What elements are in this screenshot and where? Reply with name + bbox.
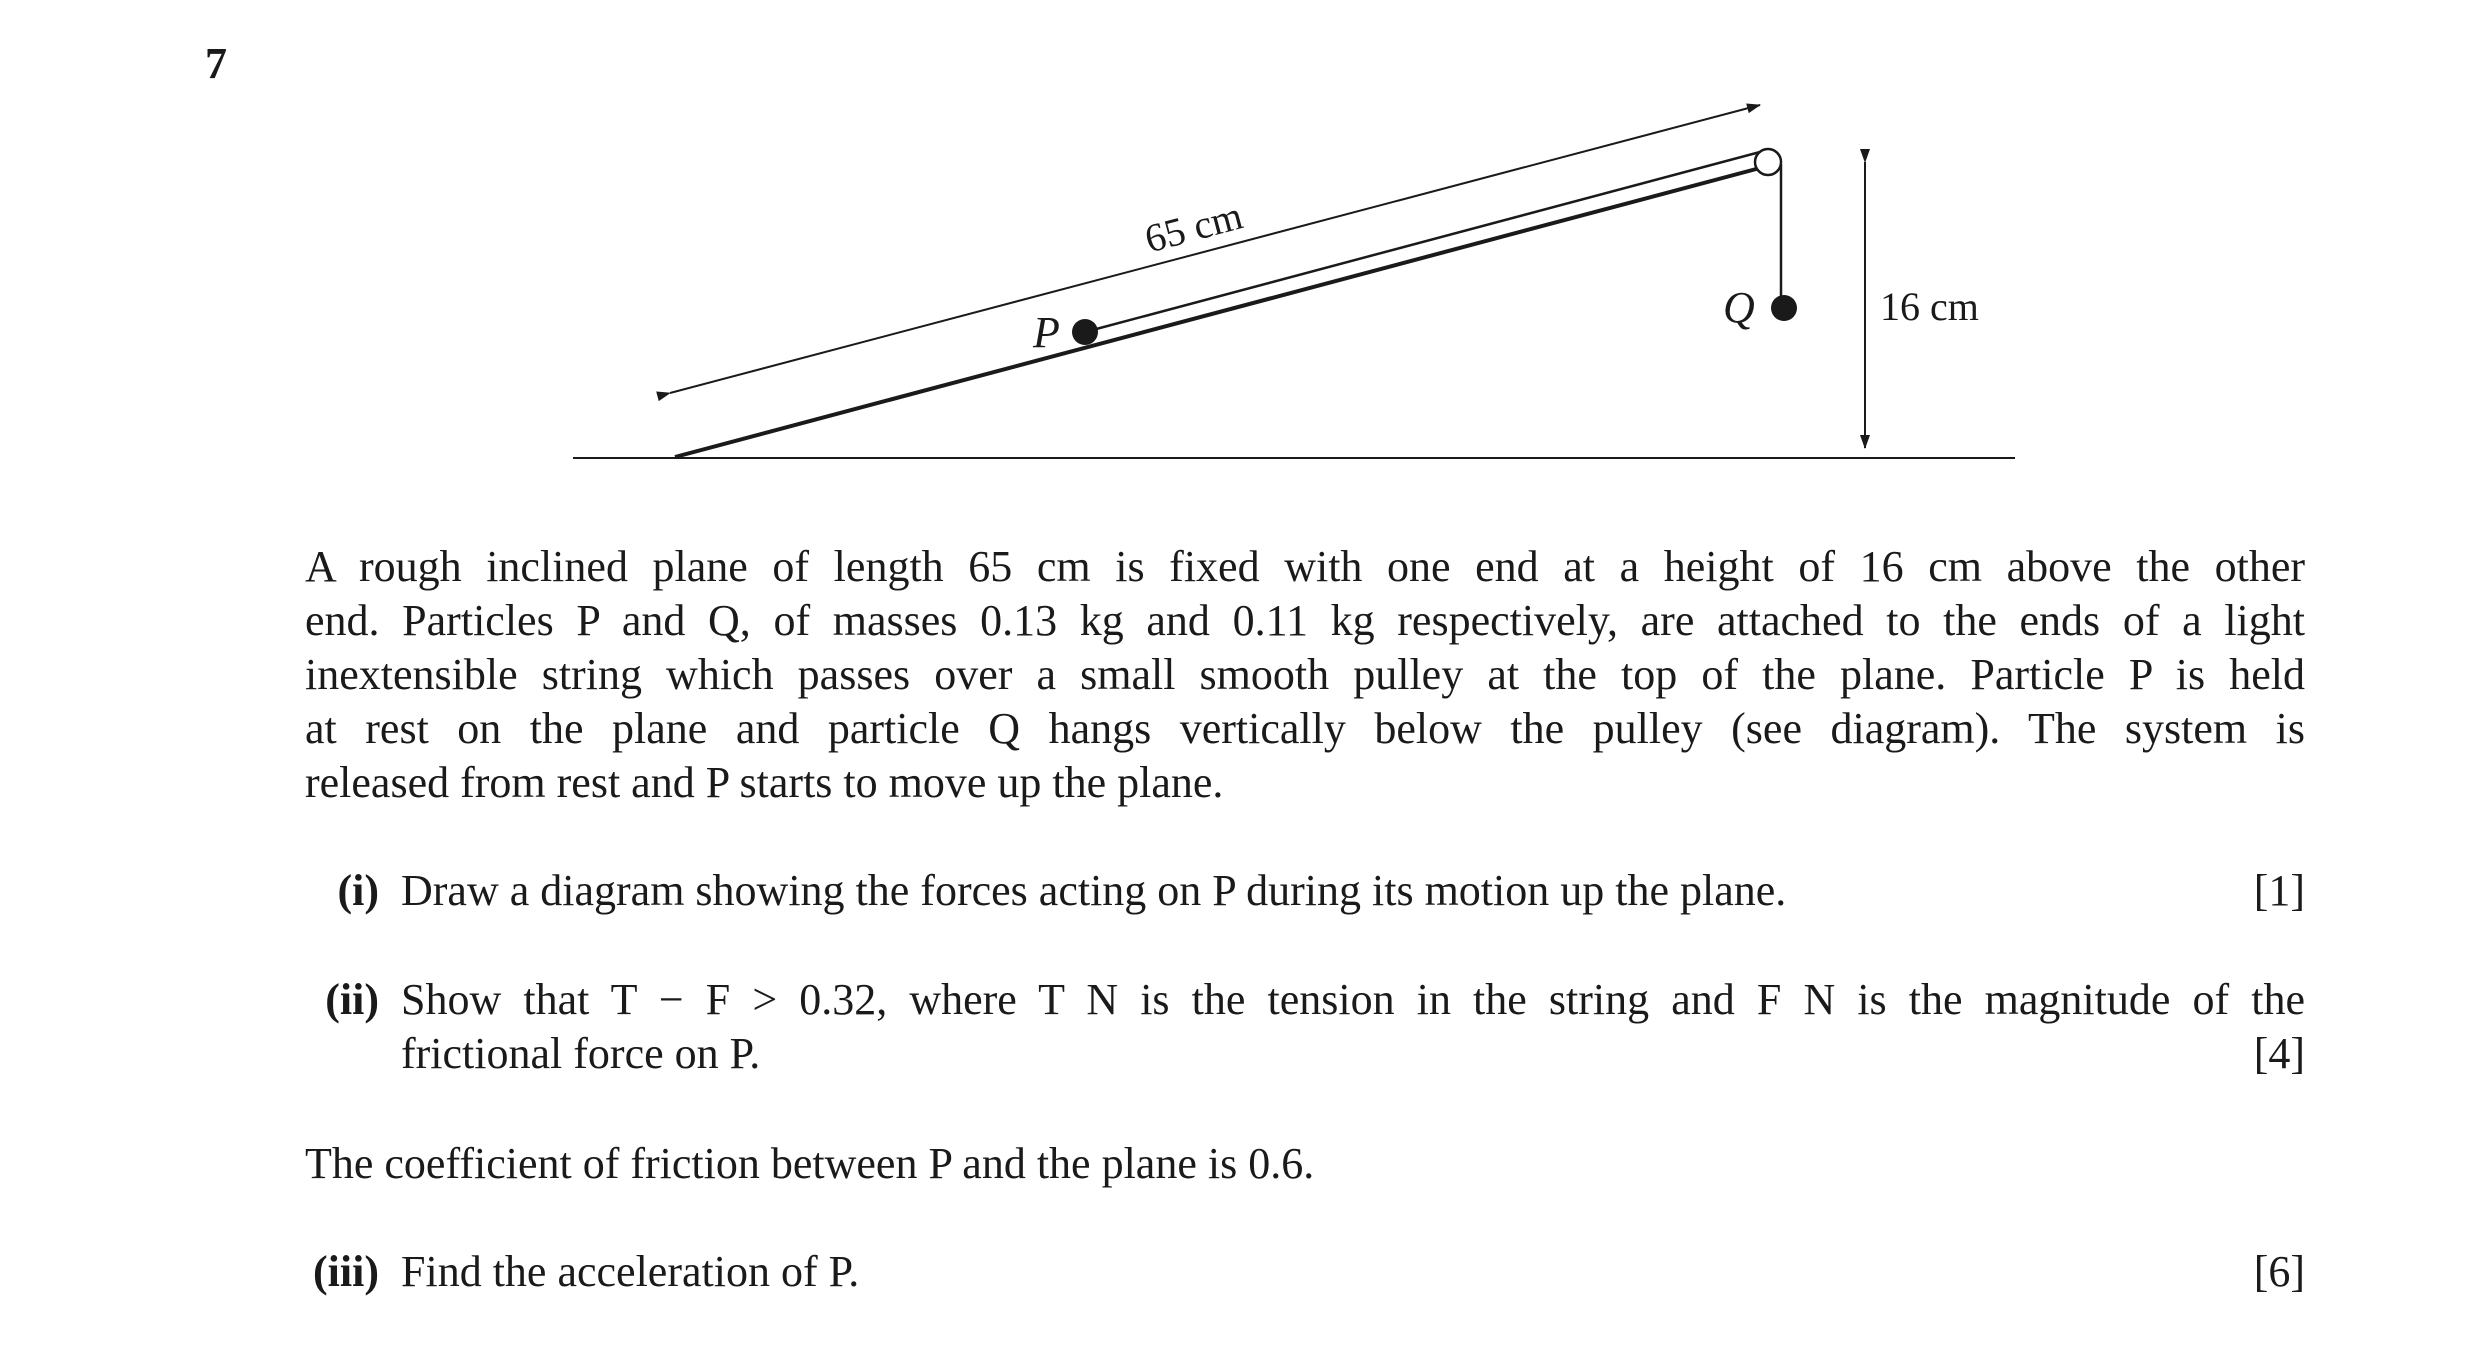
- intro-line: inextensible string which passes over a small smooth pulley at the top of the plane. Particle P is held: [305, 650, 2305, 699]
- part-label: (ii): [325, 975, 379, 1024]
- inclined-plane-diagram: [0, 0, 2481, 480]
- intro-line: end. Particles P and Q, of masses 0.13 kg and 0.11 kg respectively, are attached to the ends of a light: [305, 596, 2305, 645]
- marks: [6]: [2253, 1247, 2305, 1296]
- part-text: frictional force on P.: [401, 1029, 761, 1078]
- part-label: (i): [337, 866, 379, 915]
- marks: [4]: [2253, 1029, 2305, 1078]
- part-iii: [305, 1245, 2305, 1299]
- intro-line: released from rest and P starts to move up the plane.: [305, 758, 1224, 807]
- friction-text: The coefficient of friction between P and the plane is 0.6.: [305, 1139, 1315, 1188]
- intro-line: A rough inclined plane of length 65 cm is fixed with one end at a height of 16 cm above the other: [305, 542, 2305, 591]
- part-text: Draw a diagram showing the forces acting on P during its motion up the plane.: [401, 866, 1787, 915]
- part-text: Find the acceleration of P.: [401, 1247, 860, 1296]
- particle-q-label: Q: [1723, 283, 1755, 332]
- length-dimension-arrow: [670, 105, 1760, 393]
- question-number: 7: [205, 39, 227, 88]
- length-label: 65 cm: [1139, 192, 1248, 262]
- height-label: 16 cm: [1880, 284, 1979, 329]
- part-text: Show that T − F > 0.32, where T N is the tension in the string and F N is the magnitude of the: [401, 975, 2305, 1024]
- part-label: (iii): [313, 1247, 379, 1296]
- marks: [1]: [2253, 866, 2305, 915]
- particle-q: [1771, 295, 1797, 321]
- intro-line: at rest on the plane and particle Q hangs vertically below the pulley (see diagram). The system is: [305, 704, 2305, 753]
- part-i: [305, 864, 2305, 918]
- particle-p: [1072, 319, 1098, 345]
- pulley: [1755, 149, 1781, 175]
- friction-statement: [305, 1137, 2305, 1191]
- intro-paragraph: [305, 540, 2305, 810]
- particle-p-label: P: [1033, 308, 1060, 357]
- part-ii: [305, 973, 2305, 1081]
